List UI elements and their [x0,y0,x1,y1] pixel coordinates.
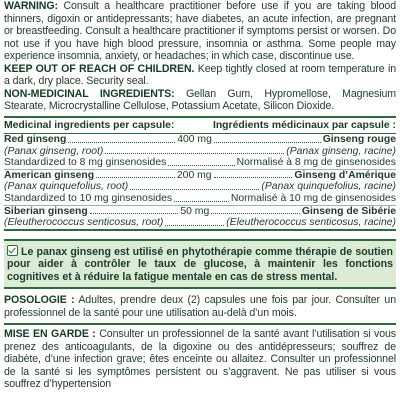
claim-text: Le panax ginseng est utilisé en phytothérapie comme thérapie de soutien pour aider à contrôler le taux de glucose, à maintenir les fonctions cognitives et à réduire la fatigue mentale en cas de stress mental. [7,245,393,283]
table-header-fr: Ingrédients médicinaux par capsule : [212,119,396,131]
french-section [4,294,396,391]
ingredient-name-en: American ginseng [4,169,95,181]
warning-paragraph [4,0,396,63]
table-header-en: Medicinal ingredients per capsule: [4,119,175,131]
ingredient-amount: 50 mg [180,205,210,217]
mise-en-garde-text: Consulter un professionnel de la santé avant l’utilisation si vous prenez des anticoagulants, de la digoxine ou des antidépresseurs; souffrez de diabète, d’une infection grave; êtes enceinte ou allaitez. Consulter un professionnel de la santé si les symptômes persistent ou s’aggravent. Ne pas utiliser si vous souffrez d’hypertension [4,328,397,391]
ingredient-row-standardized [4,157,396,169]
warning-text: Consult a healthcare practitioner before use if you are taking blood thinners, digoxin or antidepressants; have diabetes, an acute infection, are pregnant or breastfeeding. Consult a healthcare practitioner if symptoms persist or worsen. Do not use if you have high blood pressure, insomnia or asthma. Some people may experience insomnia, anxiety, or headaches; in which case, discontinue use. [4,0,396,62]
checkmark-icon [7,245,18,256]
keep-out-title: KEEP OUT OF REACH OF CHILDREN. [4,62,195,75]
dot-leader [96,177,175,178]
ingredients-table-header [4,118,396,135]
mise-en-garde-title: MISE EN GARDE : [4,328,96,341]
warning-title: WARNING: [4,0,58,12]
dot-leader [130,189,259,190]
ingredient-latin-en: (Eleutherococcus senticosus, root) [4,217,164,229]
ingredient-std-fr: Normalisé à 8 mg de ginsenosides [236,157,396,169]
ingredient-row-name [4,205,396,218]
ingredient-latin-fr: (Panax ginseng, racine) [286,145,396,157]
posologie-title: POSOLOGIE : [4,294,75,307]
ingredient-latin-fr: (Panax quinquefolius, racine) [261,181,396,193]
ingredient-row-standardized [4,193,396,205]
dot-leader [211,213,300,214]
claim-callout [4,239,396,289]
ingredient-name-en: Siberian ginseng [4,205,88,217]
non-medicinal-text: Gellan Gum, Hypromellose, Magnesium Stearate, Microcrystalline Cellulose, Potassium Acetate, Silicon Dioxide. [4,87,396,112]
ingredient-std-en: Standardized to 10 mg ginsenosides [4,193,173,205]
dot-leader [214,177,293,178]
ingredient-row-name [4,134,396,146]
ingredient-std-en: Standardized to 8 mg ginsenosides [4,157,167,169]
dot-leader [68,142,175,143]
dot-leader [105,153,284,154]
posologie-text: Adultes, prendre deux (2) capsules une fois par jour. Consulter un professionnel de la santé pour une utilisation au-delà d’un mois. [4,294,396,319]
posologie-paragraph [4,294,396,319]
ingredient-row-latin [4,146,396,158]
non-medicinal-title: NON-MEDICINAL INGREDIENTS: [4,87,175,100]
ingredients-table [4,116,396,231]
ingredient-latin-en: (Panax quinquefolius, root) [4,181,129,193]
ingredient-row-name [4,169,396,182]
ingredient-name-fr: Ginseng d’Amérique [294,169,396,181]
keep-out-text: Keep tightly closed at room temperature in a dark, dry place. Security seal. [4,62,396,87]
ingredient-latin-fr: (Eleutherococcus senticosus, racine) [226,217,396,229]
ingredient-row-latin [4,217,396,229]
ingredient-name-en: Red ginseng [4,134,67,146]
ingredient-std-fr: Normalisé à 10 mg de ginsenosides [230,193,396,205]
mise-en-garde-paragraph [4,328,396,391]
ingredient-amount: 400 mg [177,134,212,146]
dot-leader [90,213,179,214]
non-medicinal-paragraph [4,88,396,113]
ingredient-latin-en: (Panax ginseng, root) [4,145,104,157]
dot-leader [168,165,234,166]
dot-leader [214,142,321,143]
dot-leader [165,225,224,226]
ingredient-amount: 200 mg [176,169,212,181]
ingredient-name-fr: Ginseng de Sibérie [301,205,397,217]
ingredient-name-fr: Ginseng rouge [322,134,397,146]
ingredient-row-latin [4,181,396,193]
keep-out-paragraph [4,63,396,88]
section-divider [4,323,396,325]
dot-leader [174,201,229,202]
